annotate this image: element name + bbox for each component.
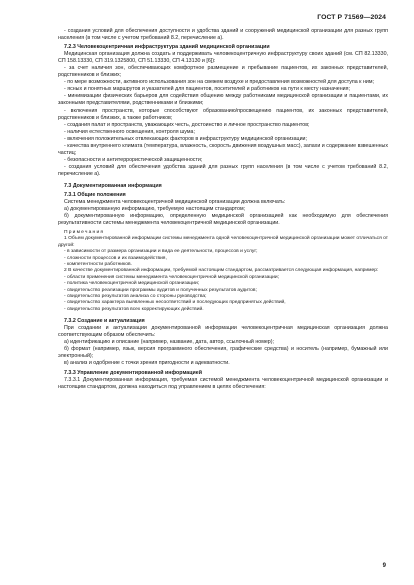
note-item: 2 В качестве документированной информации, требуемой настоящим стандартом, рассматривается следующая информация, например:	[64, 268, 379, 274]
page-number: 9	[382, 563, 386, 569]
section-heading: 7.3.3 Управление документированной информацией	[64, 369, 202, 376]
section-heading: 7.3.2 Создание и актуализация	[64, 318, 145, 325]
note-list-item: - свидетельство реализации программы аудитов и полученных результатов аудитов;	[64, 287, 257, 293]
note-list-item: - свидетельство характера выявленных несоответствий и последующих предпринятых действий,	[64, 300, 286, 306]
page-content	[58, 28, 388, 391]
list-item: - включения пространств, которые способствуют образованию/просвещению пациентов, их законных представителей, родственников и близких, а также работников;	[58, 107, 388, 121]
note-list-item: - политика человекоцентричной медицинской организации;	[64, 281, 200, 287]
paragraph: 7.3.3.1 Документированная информация, требуемая системой менеджмента человекоцентричной медицинской организации и настоящим стандартом, должна находиться под управлением в целях обеспечения:	[58, 376, 388, 390]
list-item: - минимизации физических барьеров для содействия общению между работниками медицинской организации и пациентами, их законными представителями, родственниками и близкими;	[58, 93, 388, 107]
note-list-item: - в зависимости от размера организации и вида ее деятельности, процессов и услуг;	[64, 249, 258, 255]
section-heading: 7.3.1 Общие положения	[64, 192, 126, 199]
list-item: - создания условий для обеспечения доступности и удобства зданий и сооружений медицинской организации для разных групп населения (в том числе с учетом требований 8.2, перечисление а).	[58, 28, 388, 42]
list-item: - создания условий для обеспечения удобства зданий для разных групп населения (в том числе с учетом требований 8.2, перечисление а).	[58, 163, 388, 177]
note-list-item: - свидетельство результатов анализа со стороны руководства;	[64, 293, 207, 299]
note-list-item: - свидетельство результатов всех корректирующих действий.	[64, 306, 204, 312]
note-list-item: - компетентности работников.	[64, 261, 132, 267]
list-item: - качества внутреннего климата (температура, влажность, скорость движения воздушных масс), запахи и содержание взвешенных частиц;	[58, 142, 388, 156]
list-item: а) документированную информацию, требуемую настоящим стандартом;	[64, 206, 246, 213]
list-item: - включения положительных отвлекающих факторов в инфраструктуру медицинской организации;	[64, 135, 307, 142]
paragraph: Медицинская организация должна создать и поддерживать человекоцентричную инфраструктуру своих зданий (см. СП 82.13330, СП 158.13330, СП 319.1325800, СП 51.13330, СП 4.13130 и [6]):	[58, 51, 388, 65]
list-item: а) идентификацию и описание (например, название, дата, автор, ссылочный номер);	[64, 339, 274, 346]
note-item: 1 Объем документированной информации системы менеджмента одной человекоцентричной медицинской организации может отличаться от другой:	[58, 236, 388, 248]
list-item: - наличия естественного освещения, контроля шума;	[64, 128, 195, 135]
list-item: б) документированную информацию, определенную медицинской организацией как необходимую для обеспечения результативности системы менеджмента человекоцентричной медицинской организации.	[58, 213, 388, 227]
section-heading: 7.3 Документированная информация	[64, 182, 162, 189]
paragraph: При создании и актуализации документированной информации человекоцентричная медицинская организация должна соответствующим образом обеспечить:	[58, 325, 388, 339]
notes-title: Примечания	[64, 230, 105, 236]
list-item: - ясных и понятных маршрутов и указателей для пациентов, посетителей и работников на пути к месту назначения;	[64, 86, 350, 93]
section-heading: 7.2.3 Человекоцентричная инфраструктура зданий медицинской организации	[64, 44, 270, 51]
list-item: в) анализ и одобрение с точки зрения пригодности и адекватности.	[64, 360, 230, 367]
list-item: - создания палат и пространств, уважающих честь, достоинство и личное пространство пациентов;	[64, 121, 310, 128]
note-list-item: - области применения системы менеджмента человекоцентричной медицинской организации;	[64, 274, 279, 280]
note-list-item: - сложности процессов и их взаимодействия,	[64, 255, 167, 261]
list-item: - по мере возможности, активного использования зон на свежем воздухе и предоставления возможностей для доступа к ним;	[64, 79, 374, 86]
paragraph: Система менеджмента человекоцентричной медицинской организации должна включать:	[64, 199, 286, 206]
list-item: б) формат (например, язык, версия программного обеспечения, графические средства) и носитель (например, бумажный или электронный);	[58, 346, 388, 360]
list-item: - безопасности и антитеррористической защищенности;	[64, 156, 203, 163]
document-id-header: ГОСТ Р 71569—2024	[317, 14, 386, 21]
list-item: - за счет наличия зон, обеспечивающих комфортное размещение и пребывание пациентов, их законных представителей, родственников и близких;	[58, 65, 388, 79]
